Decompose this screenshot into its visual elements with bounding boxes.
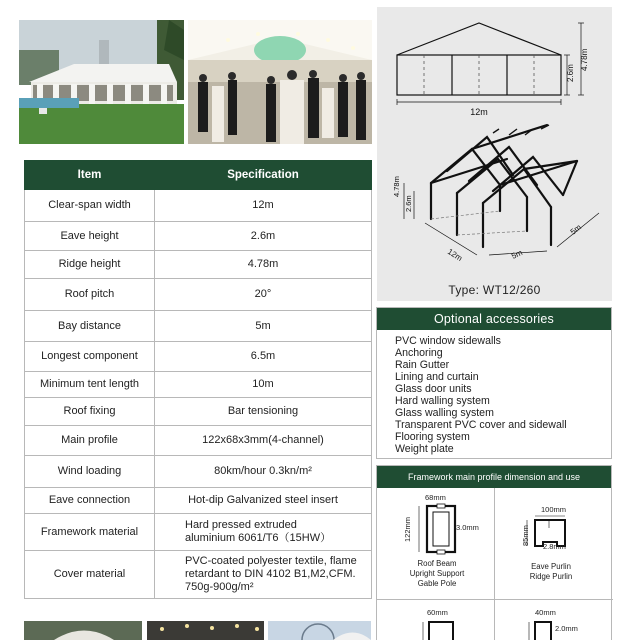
main-profile-use (387, 559, 487, 589)
iso-ridge-label: 4.78m (392, 176, 401, 197)
row-item: Wind loading (25, 456, 155, 488)
list-item: Transparent PVC cover and sidewall (395, 419, 567, 431)
row-spec-line: Hard pressed extruded (185, 519, 297, 531)
table-header-specification: Specification (155, 161, 372, 190)
list-item: Hard walling system (395, 395, 490, 407)
front-ridge-label: 4.78m (580, 48, 589, 71)
table-row (25, 342, 372, 372)
lower-right-profile-drawing (527, 618, 557, 640)
main-profile-height: 122mm (403, 516, 412, 542)
row-spec: 4.78m (155, 251, 372, 279)
photo-tent-wedding (188, 20, 372, 144)
accessories-list (377, 330, 611, 455)
list-item: Glass door units (395, 383, 472, 395)
front-eave-label: 2.6m (566, 64, 575, 82)
row-spec-line: 750g-900g/m² (185, 581, 254, 593)
list-item: Glass walling system (395, 407, 494, 419)
row-spec: Bar tensioning (155, 398, 372, 426)
row-item: Cover material (25, 551, 155, 599)
row-spec: 12m (155, 190, 372, 222)
row-item: Bay distance (25, 311, 155, 342)
row-spec: 2.6m (155, 222, 372, 251)
framework-profile-box (376, 465, 612, 640)
table-row (25, 551, 372, 599)
table-row (25, 398, 372, 426)
front-width-label: 12m (470, 107, 488, 117)
list-item: Rain Gutter (395, 359, 450, 371)
framework-title: Framework main profile dimension and use (377, 466, 611, 488)
table-row (25, 251, 372, 279)
table-row (25, 222, 372, 251)
table-row (25, 488, 372, 514)
row-item: Minimum tent length (25, 372, 155, 398)
row-item: Ridge height (25, 251, 155, 279)
photo-bottom-1 (24, 621, 142, 640)
row-spec (155, 514, 372, 551)
row-spec (155, 551, 372, 599)
use-label: Upright Support (409, 569, 465, 578)
row-item: Main profile (25, 426, 155, 456)
table-row (25, 514, 372, 551)
row-item: Roof fixing (25, 398, 155, 426)
list-item: Lining and curtain (395, 371, 479, 383)
tent-type-label: Type: WT12/260 (448, 283, 541, 297)
tent-diagram-panel (377, 7, 612, 301)
list-item: Anchoring (395, 347, 443, 359)
use-label: Roof Beam (417, 559, 457, 568)
purlin-profile-use (501, 562, 601, 582)
divider (377, 599, 613, 600)
optional-accessories-box (376, 307, 612, 459)
use-label: Gable Pole (417, 579, 457, 588)
lower-left-profile-drawing (421, 618, 461, 640)
table-header-item: Item (25, 161, 155, 190)
specification-table (24, 160, 372, 599)
list-item: PVC window sidewalls (395, 335, 501, 347)
row-spec: 5m (155, 311, 372, 342)
table-row (25, 190, 372, 222)
main-profile-thickness: 3.0mm (456, 523, 479, 532)
list-item: Weight plate (395, 443, 454, 455)
table-row (25, 456, 372, 488)
row-item: Framework material (25, 514, 155, 551)
row-spec-line: PVC-coated polyester textile, flame (185, 555, 357, 567)
row-item: Clear-span width (25, 190, 155, 222)
use-label: Ridge Purlin (529, 572, 573, 581)
main-profile-width: 68mm (425, 493, 446, 502)
row-item: Eave connection (25, 488, 155, 514)
table-row (25, 372, 372, 398)
table-row (25, 279, 372, 311)
row-spec: 20° (155, 279, 372, 311)
use-label: Eave Purlin (531, 562, 571, 571)
photo-tent-exterior (19, 20, 184, 144)
divider (494, 488, 495, 640)
table-row (25, 426, 372, 456)
purlin-height: 85mm (521, 525, 530, 546)
row-item: Roof pitch (25, 279, 155, 311)
row-spec: 10m (155, 372, 372, 398)
row-item: Longest component (25, 342, 155, 372)
row-item: Eave height (25, 222, 155, 251)
lower-right-width: 40mm (535, 608, 556, 617)
row-spec: 6.5m (155, 342, 372, 372)
purlin-width: 100mm (541, 505, 567, 514)
tent-structure-diagram (377, 7, 612, 301)
row-spec: 122x68x3mm(4-channel) (155, 426, 372, 456)
lower-left-width: 60mm (427, 608, 448, 617)
list-item: Flooring system (395, 431, 470, 443)
iso-eave-label: 2.6m (404, 195, 413, 212)
photo-bottom-3 (268, 621, 371, 640)
row-spec-line: aluminium 6061/T6（15HW） (185, 532, 332, 544)
iso-bay1-label: 5m (510, 247, 524, 261)
table-row (25, 311, 372, 342)
row-spec-line: retardant to DIN 4102 B1,M2,CFM. (185, 568, 356, 580)
photo-bottom-2 (147, 621, 264, 640)
accessories-title: Optional accessories (377, 308, 611, 330)
iso-width-label: 12m (445, 247, 464, 263)
iso-bay2-label: 5m (568, 222, 583, 237)
lower-right-thickness: 2.0mm (555, 624, 578, 633)
row-spec: Hot-dip Galvanized steel insert (155, 488, 372, 514)
row-spec: 80km/hour 0.3kn/m² (155, 456, 372, 488)
purlin-thickness: 2.8mm (543, 542, 566, 551)
